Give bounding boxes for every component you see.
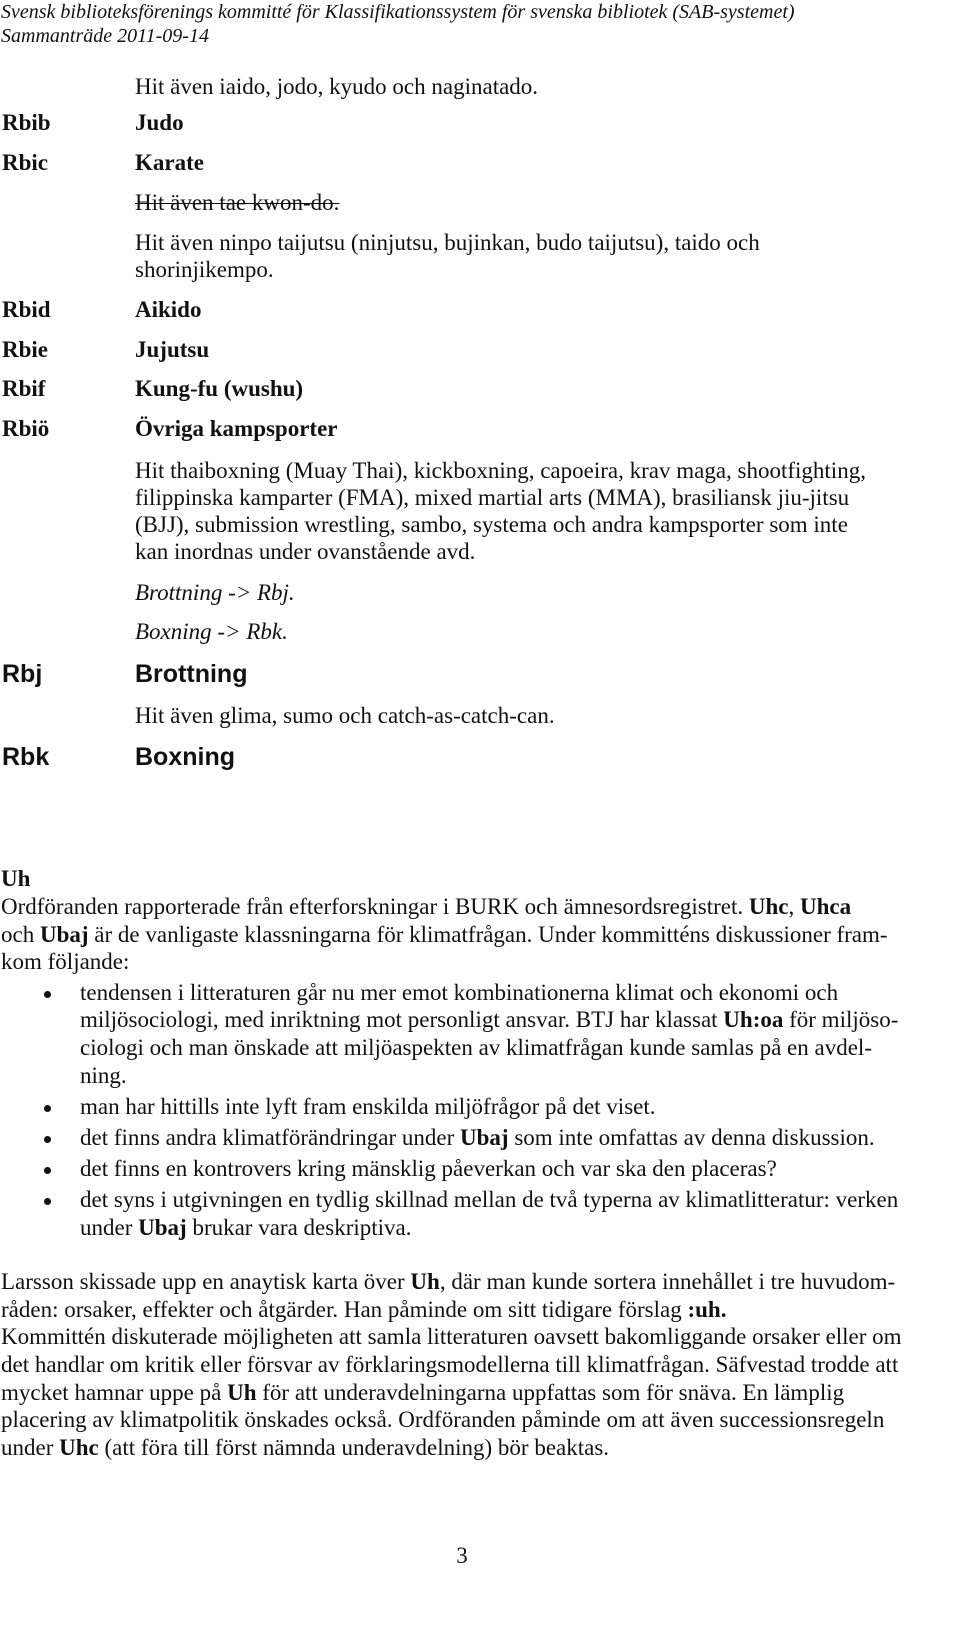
class-term: Ubaj: [39, 922, 89, 947]
bullet-icon: [44, 1136, 51, 1143]
meeting-date: Sammanträde 2011-09-14: [1, 25, 209, 47]
bullet-icon: [44, 1167, 51, 1174]
class-code-rbio: Rbiö: [2, 416, 50, 441]
committee-header: Svensk biblioteksförenings kommitté för Klassifikationssystem för svenska bibliotek (SAB-systemet): [1, 1, 795, 23]
class-term: Uhc: [59, 1435, 99, 1460]
scope-note-line: kan inordnas under ovanstående avd.: [135, 539, 476, 564]
class-heading-karate: Karate: [135, 150, 204, 175]
class-term: Uhc: [748, 894, 789, 919]
text-segment: och: [1, 922, 40, 947]
scope-note: Hit även iaido, jodo, kyudo och naginatado.: [135, 74, 539, 99]
text-segment: det finns andra klimatförändringar under: [80, 1125, 461, 1150]
bullet-icon: [44, 991, 51, 998]
bullet-line: tendensen i litteraturen går nu mer emot kombinationerna klimat och ekonomi och: [80, 980, 839, 1005]
class-heading-aikido: Aikido: [135, 297, 202, 322]
class-heading-ovriga-kampsporter: Övriga kampsporter: [135, 416, 338, 441]
class-heading-boxning: Boxning: [135, 743, 235, 771]
section-heading-uh: Uh: [1, 866, 31, 891]
scope-note-line: (BJJ), submission wrestling, sambo, systema och andra kampsporter som inte: [135, 512, 848, 537]
text-segment: råden: orsaker, effekter och åtgärder. Han påminde om sitt tidigare förslag: [1, 1297, 688, 1322]
class-heading-brottning: Brottning: [135, 660, 248, 688]
text-segment: för att underavdelningarna uppfattas som för snäva. En lämplig: [256, 1380, 845, 1405]
paragraph-line: placering av klimatpolitik önskades också. Ordföranden påminde om att även successionsregeln: [1, 1407, 885, 1432]
class-heading-kung-fu: Kung-fu (wushu): [135, 376, 304, 401]
see-reference: Brottning -> Rbj.: [135, 580, 295, 605]
bullet-line: det finns en kontrovers kring mänsklig påeverkan och var ska den placeras?: [80, 1156, 777, 1181]
scope-note-line: Hit även ninpo taijutsu (ninjutsu, bujinkan, budo taijutsu), taido och: [135, 230, 760, 255]
class-code-rbib: Rbib: [2, 110, 51, 135]
class-code-rbid: Rbid: [2, 297, 51, 322]
intro-line: [1, 921, 888, 949]
class-term: Ubaj: [460, 1125, 509, 1150]
paragraph-line: [1, 1268, 895, 1296]
scope-note-line: filippinska kamparter (FMA), mixed martial arts (MMA), brasiliansk jiu-jitsu: [135, 485, 850, 510]
bullet-line: man har hittills inte lyft fram enskilda miljöfrågor på det viset.: [80, 1094, 656, 1119]
class-term: Uh: [227, 1380, 257, 1405]
paragraph-line: [1, 1296, 726, 1324]
text-segment: för miljöso-: [783, 1007, 899, 1032]
class-term: Uhca: [799, 894, 852, 919]
text-segment: Larsson skissade upp en anaytisk karta över: [1, 1269, 411, 1294]
bullet-icon: [44, 1105, 51, 1112]
paragraph-line: [1, 1379, 844, 1407]
intro-line: kom följande:: [1, 949, 130, 974]
bullet-line: ning.: [80, 1063, 127, 1088]
class-code-rbj: Rbj: [2, 660, 43, 688]
intro-line: [1, 893, 851, 921]
text-segment: , där man kunde sortera innehållet i tre huvudom-: [439, 1269, 896, 1294]
scope-note-line: shorinjikempo.: [135, 257, 274, 282]
scope-note-line: Hit även glima, sumo och catch-as-catch-can.: [135, 703, 555, 728]
class-code-rbie: Rbie: [2, 337, 48, 362]
text-segment: är de vanligaste klassningarna för klimatfrågan. Under kommitténs diskussioner fram-: [88, 922, 888, 947]
text-segment: brukar vara deskriptiva.: [186, 1215, 412, 1240]
class-term: Uh: [410, 1269, 440, 1294]
class-code-rbic: Rbic: [2, 150, 48, 175]
text-segment: mycket hamnar uppe på: [1, 1380, 228, 1405]
bullet-line: [80, 1006, 898, 1034]
class-heading-judo: Judo: [135, 110, 184, 135]
text-segment: Ordföranden rapporterade från efterforskningar i BURK och ämnesordsregistret.: [1, 894, 749, 919]
class-code-rbif: Rbif: [2, 376, 46, 401]
scope-note-line: Hit thaiboxning (Muay Thai), kickboxning, capoeira, krav maga, shootfighting,: [135, 458, 866, 483]
class-term: Ubaj: [138, 1215, 187, 1240]
text-segment: som inte omfattas av denna diskussion.: [508, 1125, 875, 1150]
text-segment: (att föra till först nämnda underavdelning) bör beaktas.: [98, 1435, 610, 1460]
paragraph-line: Kommittén diskuterade möjligheten att samla litteraturen oavsett bakomliggande orsaker eller om: [1, 1324, 902, 1349]
text-segment: ,: [788, 894, 800, 919]
bullet-line: ciologi och man önskade att miljöaspekten av klimatfrågan kunde samlas på en avdel-: [80, 1035, 872, 1060]
bullet-line: [80, 1214, 412, 1242]
page-number: 3: [456, 1543, 468, 1568]
class-term: :uh.: [687, 1297, 727, 1322]
bullet-line: [80, 1124, 875, 1152]
bullet-line: det syns i utgivningen en tydlig skillnad mellan de två typerna av klimatlitteratur: verken: [80, 1187, 899, 1212]
see-reference: Boxning -> Rbk.: [135, 619, 288, 644]
struck-scope-note: Hit även tae kwon-do.: [135, 190, 340, 215]
text-segment: under: [1, 1435, 60, 1460]
text-segment: under: [80, 1215, 139, 1240]
class-term: Uh:oa: [723, 1007, 784, 1032]
class-code-rbk: Rbk: [2, 743, 50, 771]
text-segment: miljösociologi, med inriktning mot personligt ansvar. BTJ har klassat: [80, 1007, 724, 1032]
paragraph-line: [1, 1434, 609, 1462]
class-heading-jujutsu: Jujutsu: [135, 337, 210, 362]
bullet-icon: [44, 1198, 51, 1205]
paragraph-line: det handlar om kritik eller försvar av förklaringsmodellerna till klimatfrågan. Säfvestad trodde att: [1, 1352, 899, 1377]
